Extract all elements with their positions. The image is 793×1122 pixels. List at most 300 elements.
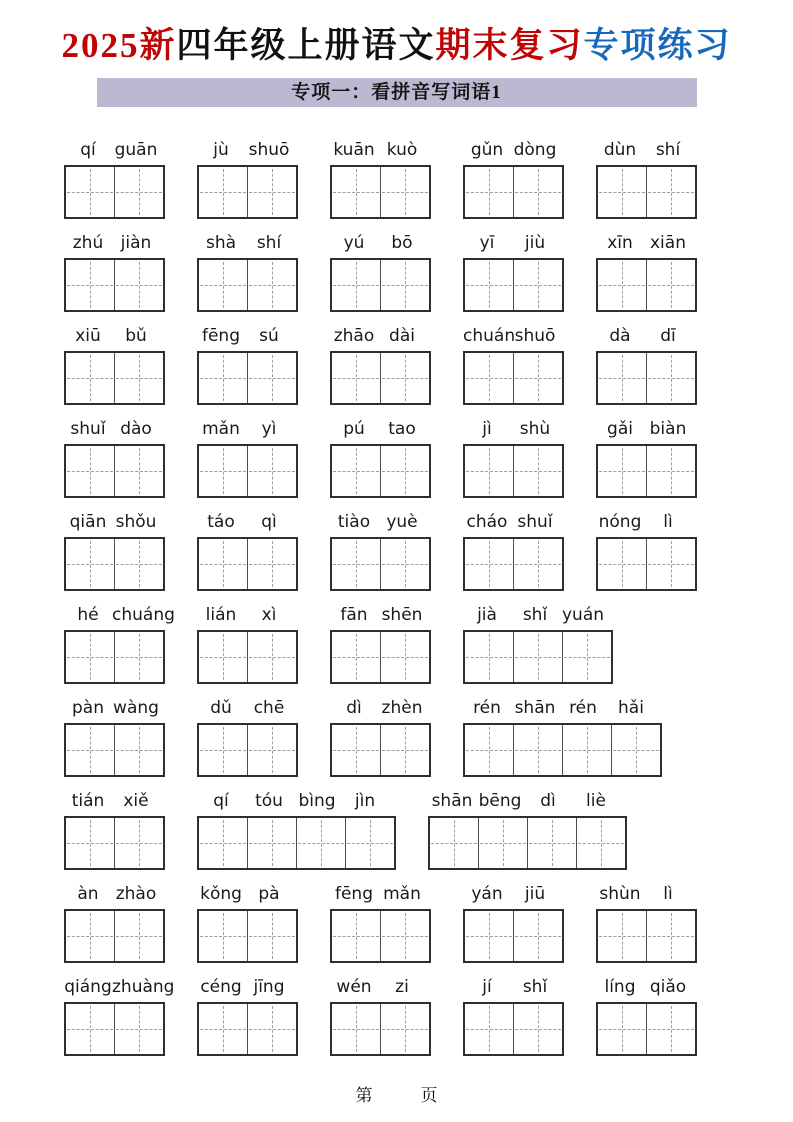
grid-cell xyxy=(248,167,296,217)
grid-cell xyxy=(647,911,695,961)
pinyin-label xyxy=(463,604,613,627)
grid-cell xyxy=(465,911,514,961)
pinyin-syllable: zhuàng xyxy=(112,977,175,997)
writing-grid xyxy=(463,351,564,405)
pinyin-label xyxy=(330,139,431,162)
grid-cell xyxy=(199,911,248,961)
word-item xyxy=(197,976,298,1056)
pinyin-syllable: bō xyxy=(391,233,413,253)
writing-grid xyxy=(197,258,298,312)
grid-cell xyxy=(598,539,647,589)
word-item xyxy=(64,139,165,219)
pinyin-syllable: chuáng xyxy=(112,605,175,625)
word-item xyxy=(330,883,431,963)
writing-grid xyxy=(596,909,697,963)
pinyin-syllable: gǔn xyxy=(470,140,504,160)
pinyin-syllable: jīng xyxy=(253,977,285,997)
pinyin-syllable: tóu xyxy=(255,791,283,811)
pinyin-label xyxy=(330,697,431,720)
worksheet-row xyxy=(64,325,793,405)
pinyin-syllable: rén xyxy=(473,698,501,718)
pinyin-syllable: chē xyxy=(253,698,285,718)
pinyin-syllable: shùn xyxy=(599,884,641,904)
grid-cell xyxy=(199,539,248,589)
pinyin-syllable: shǒu xyxy=(115,512,157,532)
word-item xyxy=(596,418,697,498)
word-item xyxy=(64,976,175,1056)
pinyin-label xyxy=(197,604,298,627)
grid-cell xyxy=(66,818,115,868)
writing-grid xyxy=(330,630,431,684)
writing-grid xyxy=(330,723,431,777)
grid-cell xyxy=(346,818,394,868)
grid-cell xyxy=(199,818,248,868)
pinyin-label xyxy=(197,232,298,255)
grid-cell xyxy=(248,1004,296,1054)
pinyin-label xyxy=(463,976,564,999)
grid-cell xyxy=(332,539,381,589)
word-item xyxy=(463,976,564,1056)
pinyin-syllable: xiě xyxy=(123,791,149,811)
word-item xyxy=(197,139,298,219)
pinyin-syllable: jià xyxy=(477,605,497,625)
grid-cell xyxy=(199,632,248,682)
section-banner xyxy=(97,78,697,107)
pinyin-syllable: fēng xyxy=(201,326,240,346)
pinyin-syllable: lián xyxy=(205,605,237,625)
grid-cell xyxy=(115,167,163,217)
writing-grid xyxy=(197,351,298,405)
grid-cell xyxy=(115,632,163,682)
grid-cell xyxy=(66,446,115,496)
worksheet-row xyxy=(64,697,793,777)
pinyin-syllable: fān xyxy=(340,605,368,625)
worksheet-row xyxy=(64,139,793,219)
grid-cell xyxy=(248,353,296,403)
writing-grid xyxy=(463,165,564,219)
pinyin-syllable: shuō xyxy=(514,326,556,346)
worksheet xyxy=(0,107,793,1056)
grid-cell xyxy=(66,260,115,310)
word-item xyxy=(463,418,564,498)
grid-cell xyxy=(381,539,429,589)
pinyin-label xyxy=(330,232,431,255)
worksheet-row xyxy=(64,883,793,963)
pinyin-syllable: dī xyxy=(660,326,676,346)
word-item xyxy=(197,418,298,498)
grid-cell xyxy=(381,725,429,775)
pinyin-label xyxy=(64,418,165,441)
grid-cell xyxy=(577,818,625,868)
word-item xyxy=(596,883,697,963)
grid-cell xyxy=(332,167,381,217)
grid-cell xyxy=(199,260,248,310)
word-item xyxy=(463,697,662,777)
word-item xyxy=(197,325,298,405)
pinyin-syllable: zhāo xyxy=(333,326,375,346)
pinyin-syllable: dùn xyxy=(603,140,637,160)
worksheet-row xyxy=(64,604,793,684)
worksheet-row xyxy=(64,790,793,870)
pinyin-syllable: zhào xyxy=(115,884,157,904)
pinyin-syllable: jù xyxy=(213,140,229,160)
writing-grid xyxy=(64,630,165,684)
grid-cell xyxy=(381,632,429,682)
word-item xyxy=(596,139,697,219)
pinyin-syllable: shān xyxy=(514,698,556,718)
grid-cell xyxy=(66,1004,115,1054)
pinyin-syllable: qí xyxy=(80,140,96,160)
grid-cell xyxy=(199,353,248,403)
grid-cell xyxy=(115,911,163,961)
word-item xyxy=(330,976,431,1056)
grid-cell xyxy=(115,446,163,496)
grid-cell xyxy=(381,911,429,961)
writing-grid xyxy=(596,1002,697,1056)
pinyin-syllable: yán xyxy=(471,884,503,904)
word-item xyxy=(64,604,175,684)
grid-cell xyxy=(514,260,562,310)
pinyin-label xyxy=(197,790,396,813)
grid-cell xyxy=(514,632,563,682)
grid-cell xyxy=(598,260,647,310)
pinyin-syllable: shān xyxy=(431,791,473,811)
pinyin-syllable: guān xyxy=(114,140,158,160)
pinyin-syllable: qiáng xyxy=(64,977,112,997)
writing-grid xyxy=(64,816,165,870)
pinyin-syllable: bìng xyxy=(298,791,336,811)
pinyin-syllable: wàng xyxy=(113,698,159,718)
title-part-grade: 四年级上册语文 xyxy=(176,26,436,65)
pinyin-syllable: shǐ xyxy=(522,977,548,997)
grid-cell xyxy=(514,539,562,589)
pinyin-syllable: táo xyxy=(207,512,235,532)
pinyin-syllable: sú xyxy=(259,326,279,346)
pinyin-label xyxy=(197,418,298,441)
grid-cell xyxy=(598,167,647,217)
grid-cell xyxy=(465,167,514,217)
grid-cell xyxy=(598,446,647,496)
writing-grid xyxy=(197,1002,298,1056)
word-item xyxy=(197,604,298,684)
pinyin-label xyxy=(330,883,431,906)
grid-cell xyxy=(647,353,695,403)
pinyin-syllable: mǎn xyxy=(383,884,421,904)
grid-cell xyxy=(647,260,695,310)
pinyin-syllable: dà xyxy=(609,326,631,346)
pinyin-syllable: xīn xyxy=(607,233,633,253)
pinyin-syllable: pú xyxy=(343,419,365,439)
word-item xyxy=(463,232,564,312)
pinyin-label xyxy=(64,976,175,999)
grid-cell xyxy=(248,260,296,310)
pinyin-syllable: dì xyxy=(540,791,556,811)
writing-grid xyxy=(197,630,298,684)
pinyin-syllable: gǎi xyxy=(607,419,633,439)
pinyin-label xyxy=(330,604,431,627)
writing-grid xyxy=(330,444,431,498)
pinyin-label xyxy=(596,325,697,348)
writing-grid xyxy=(197,165,298,219)
pinyin-syllable: yuán xyxy=(561,605,605,625)
grid-cell xyxy=(647,167,695,217)
page-title xyxy=(0,24,793,68)
pinyin-syllable: bēng xyxy=(478,791,522,811)
grid-cell xyxy=(66,725,115,775)
pinyin-syllable: shà xyxy=(205,233,237,253)
grid-cell xyxy=(199,1004,248,1054)
pinyin-syllable: qiǎo xyxy=(649,977,687,997)
word-item xyxy=(463,139,564,219)
pinyin-syllable: pàn xyxy=(72,698,104,718)
pinyin-syllable: dì xyxy=(346,698,362,718)
grid-cell xyxy=(563,632,611,682)
pinyin-syllable: xì xyxy=(261,605,277,625)
grid-cell xyxy=(199,446,248,496)
worksheet-row xyxy=(64,418,793,498)
writing-grid xyxy=(463,258,564,312)
pinyin-label xyxy=(197,325,298,348)
pinyin-syllable: shǐ xyxy=(522,605,548,625)
word-item xyxy=(197,790,396,870)
writing-grid xyxy=(463,444,564,498)
grid-cell xyxy=(66,353,115,403)
writing-grid xyxy=(463,909,564,963)
writing-grid xyxy=(596,537,697,591)
grid-cell xyxy=(115,539,163,589)
pinyin-syllable: líng xyxy=(604,977,636,997)
word-item xyxy=(596,511,697,591)
writing-grid xyxy=(330,351,431,405)
word-item xyxy=(330,697,431,777)
word-item xyxy=(463,325,564,405)
writing-grid xyxy=(463,1002,564,1056)
pinyin-syllable: dào xyxy=(120,419,152,439)
writing-grid xyxy=(197,444,298,498)
word-item xyxy=(463,511,564,591)
pinyin-syllable: wén xyxy=(336,977,372,997)
pinyin-label xyxy=(64,325,165,348)
grid-cell xyxy=(199,725,248,775)
pinyin-syllable: biàn xyxy=(649,419,687,439)
worksheet-row xyxy=(64,511,793,591)
writing-grid xyxy=(463,723,662,777)
pinyin-syllable: qí xyxy=(213,791,229,811)
grid-cell xyxy=(115,353,163,403)
pinyin-syllable: shēn xyxy=(381,605,423,625)
pinyin-syllable: cháo xyxy=(466,512,508,532)
word-item xyxy=(64,883,165,963)
word-item xyxy=(330,511,431,591)
pinyin-label xyxy=(596,511,697,534)
pinyin-label xyxy=(596,976,697,999)
grid-cell xyxy=(381,446,429,496)
writing-grid xyxy=(64,444,165,498)
grid-cell xyxy=(66,632,115,682)
pinyin-syllable: zhèn xyxy=(381,698,423,718)
pinyin-syllable: céng xyxy=(200,977,242,997)
footer-page-label-left: 第 xyxy=(355,1086,373,1106)
pinyin-label xyxy=(463,139,564,162)
grid-cell xyxy=(332,632,381,682)
writing-grid xyxy=(197,723,298,777)
grid-cell xyxy=(598,911,647,961)
writing-grid xyxy=(330,1002,431,1056)
grid-cell xyxy=(66,167,115,217)
pinyin-label xyxy=(463,418,564,441)
pinyin-syllable: jiàn xyxy=(120,233,152,253)
writing-grid xyxy=(463,630,613,684)
word-item xyxy=(330,604,431,684)
grid-cell xyxy=(430,818,479,868)
pinyin-syllable: zhú xyxy=(72,233,104,253)
pinyin-label xyxy=(197,883,298,906)
word-item xyxy=(64,511,165,591)
pinyin-syllable: jìn xyxy=(354,791,376,811)
pinyin-label xyxy=(596,232,697,255)
pinyin-label xyxy=(197,511,298,534)
section-title: 专项一：看拼音写词语1 xyxy=(291,82,502,103)
pinyin-syllable: lì xyxy=(663,884,673,904)
pinyin-label xyxy=(64,604,175,627)
pinyin-syllable: xiū xyxy=(75,326,101,346)
grid-cell xyxy=(332,353,381,403)
pinyin-syllable: shù xyxy=(519,419,551,439)
pinyin-label xyxy=(330,325,431,348)
grid-cell xyxy=(598,1004,647,1054)
pinyin-syllable: rén xyxy=(569,698,597,718)
pinyin-syllable: shí xyxy=(256,233,282,253)
word-item xyxy=(197,511,298,591)
word-item xyxy=(197,697,298,777)
pinyin-label xyxy=(463,325,564,348)
word-item xyxy=(330,325,431,405)
pinyin-syllable: jiū xyxy=(524,884,546,904)
grid-cell xyxy=(465,539,514,589)
grid-cell xyxy=(199,167,248,217)
pinyin-syllable: àn xyxy=(77,884,99,904)
word-item xyxy=(64,232,165,312)
grid-cell xyxy=(479,818,528,868)
word-item xyxy=(64,697,165,777)
word-item xyxy=(596,976,697,1056)
word-item xyxy=(330,418,431,498)
grid-cell xyxy=(465,260,514,310)
pinyin-syllable: dòng xyxy=(513,140,557,160)
grid-cell xyxy=(647,1004,695,1054)
word-item xyxy=(197,232,298,312)
title-part-year: 2025新 xyxy=(61,26,177,65)
grid-cell xyxy=(563,725,612,775)
pinyin-syllable: qì xyxy=(261,512,277,532)
writing-grid xyxy=(330,165,431,219)
grid-cell xyxy=(381,1004,429,1054)
grid-cell xyxy=(332,260,381,310)
grid-cell xyxy=(248,911,296,961)
grid-cell xyxy=(528,818,577,868)
writing-grid xyxy=(64,258,165,312)
pinyin-label xyxy=(64,139,165,162)
writing-grid xyxy=(64,909,165,963)
pinyin-label xyxy=(463,697,662,720)
grid-cell xyxy=(115,1004,163,1054)
grid-cell xyxy=(514,1004,562,1054)
word-item xyxy=(463,883,564,963)
word-item xyxy=(64,325,165,405)
pinyin-syllable: tiào xyxy=(337,512,371,532)
worksheet-row xyxy=(64,976,793,1056)
pinyin-syllable: jiù xyxy=(524,233,546,253)
pinyin-syllable: yuè xyxy=(386,512,418,532)
pinyin-syllable: nóng xyxy=(598,512,642,532)
writing-grid xyxy=(463,537,564,591)
pinyin-syllable: chuán xyxy=(463,326,516,346)
pinyin-syllable: yī xyxy=(479,233,495,253)
page-footer xyxy=(0,1081,793,1106)
grid-cell xyxy=(514,911,562,961)
grid-cell xyxy=(332,911,381,961)
pinyin-syllable: fēng xyxy=(334,884,373,904)
pinyin-syllable: yú xyxy=(343,233,365,253)
pinyin-syllable: jí xyxy=(482,977,492,997)
writing-grid xyxy=(596,258,697,312)
grid-cell xyxy=(647,446,695,496)
pinyin-syllable: kuān xyxy=(333,140,375,160)
pinyin-syllable: shí xyxy=(655,140,681,160)
pinyin-label xyxy=(197,697,298,720)
footer-page-label-right: 页 xyxy=(420,1086,438,1106)
grid-cell xyxy=(514,353,562,403)
grid-cell xyxy=(66,911,115,961)
pinyin-syllable: shuǐ xyxy=(517,512,553,532)
writing-grid xyxy=(330,258,431,312)
grid-cell xyxy=(248,632,296,682)
word-item xyxy=(64,418,165,498)
title-part-practice: 专项练习 xyxy=(583,26,732,65)
pinyin-syllable: yì xyxy=(261,419,277,439)
writing-grid xyxy=(596,165,697,219)
writing-grid xyxy=(596,351,697,405)
grid-cell xyxy=(514,446,562,496)
grid-cell xyxy=(465,1004,514,1054)
pinyin-syllable: dài xyxy=(389,326,415,346)
pinyin-label xyxy=(596,418,697,441)
pinyin-label xyxy=(463,883,564,906)
writing-grid xyxy=(64,1002,165,1056)
writing-grid xyxy=(330,909,431,963)
writing-grid xyxy=(428,816,627,870)
grid-cell xyxy=(612,725,660,775)
pinyin-label xyxy=(428,790,627,813)
pinyin-label xyxy=(64,883,165,906)
grid-cell xyxy=(514,725,563,775)
pinyin-syllable: pà xyxy=(258,884,280,904)
pinyin-syllable: hǎi xyxy=(618,698,644,718)
word-item xyxy=(197,883,298,963)
pinyin-label xyxy=(197,139,298,162)
writing-grid xyxy=(197,537,298,591)
word-item xyxy=(330,232,431,312)
pinyin-label xyxy=(64,790,165,813)
grid-cell xyxy=(115,725,163,775)
writing-grid xyxy=(197,816,396,870)
writing-grid xyxy=(64,351,165,405)
grid-cell xyxy=(598,353,647,403)
grid-cell xyxy=(465,446,514,496)
word-item xyxy=(428,790,627,870)
pinyin-syllable: kuò xyxy=(386,140,418,160)
pinyin-syllable: kǒng xyxy=(200,884,242,904)
